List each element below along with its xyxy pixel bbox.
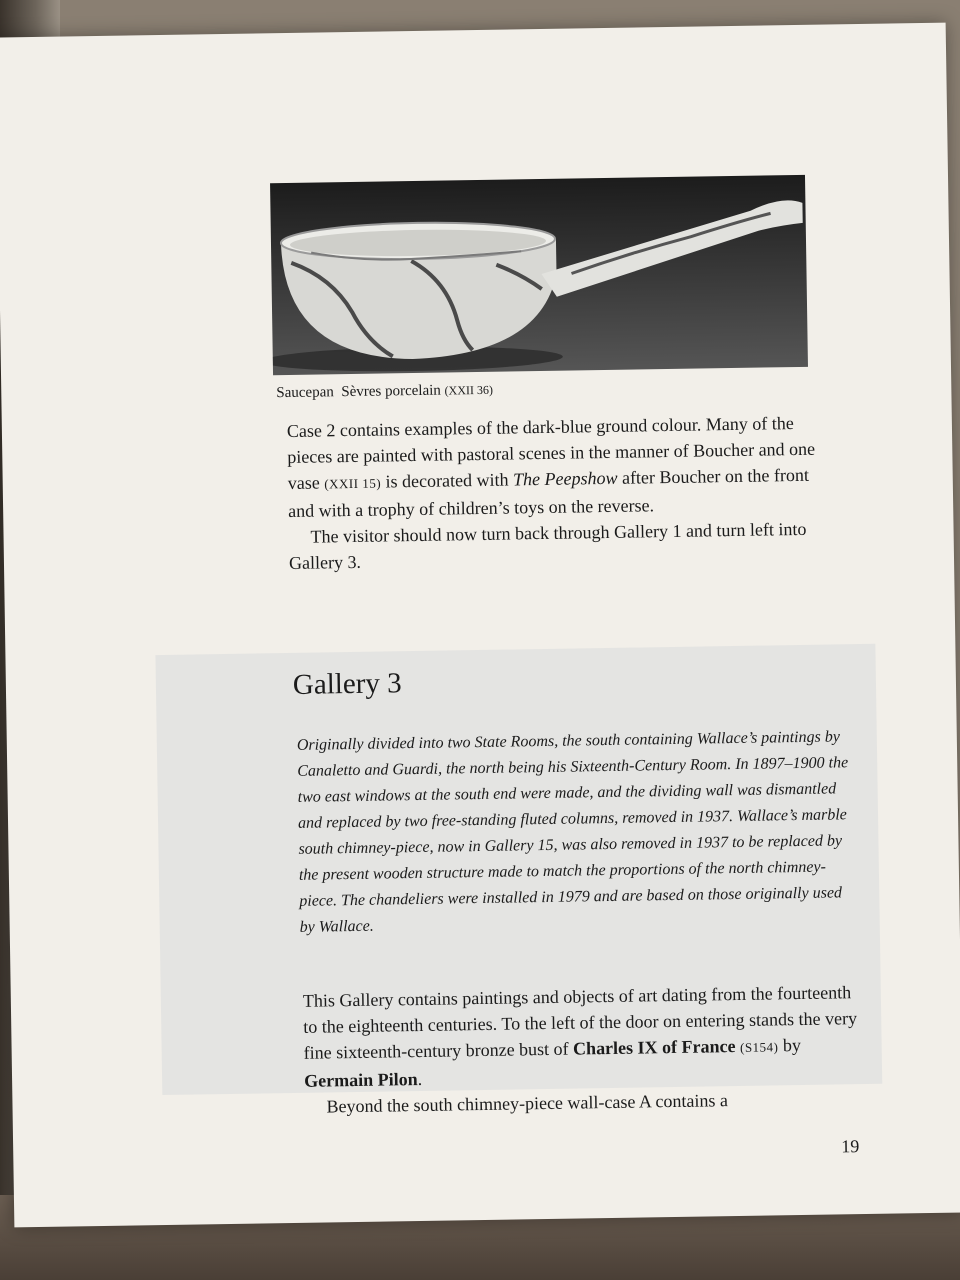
bust-ref: (S154) bbox=[739, 1039, 779, 1055]
figure-caption bbox=[276, 382, 493, 402]
artist-name: Germain Pilon bbox=[303, 1069, 418, 1091]
body-text-b: by bbox=[778, 1035, 802, 1056]
saucepan-photograph bbox=[270, 175, 808, 375]
caption-material: Sèvres porcelain bbox=[341, 382, 441, 401]
gallery-intro: Originally divided into two State Rooms, the south containing Wallace’s paintings by Canaletto and Guardi, the north being his Sixteenth-Century Room. In 1897–1900 the two east windows at the south end were made, and the dividing wall was dismantled and replaced by two free-standing fluted columns, removed in 1937. Wallace’s marble south chimney-piece, now in Gallery 15, was also removed in 1937 to be replaced by the present wooden structure made to match the proportions of the north chimney-piece. The chandeliers were installed in 1979 and are based on those originally used by Wallace. bbox=[296, 728, 849, 936]
case2-text-block bbox=[287, 410, 829, 576]
case2-ref: (XXII 15) bbox=[324, 475, 382, 492]
gallery-body-paragraph bbox=[303, 979, 860, 1094]
page-number: 19 bbox=[841, 1136, 860, 1157]
visitor-paragraph: The visitor should now turn back through Gallery 1 and turn left into Gallery 3. bbox=[288, 518, 807, 573]
body-text-a: This Gallery contains paintings and objects of art dating from the fourteenth to the eighteenth centuries. To the left of the door on entering stands the very fine sixteenth-century bronze bust of bbox=[302, 982, 858, 1063]
case2-text-c: after Boucher on the front and with a trophy of children’s toys on the reverse. bbox=[288, 464, 810, 521]
case2-text-a: Case 2 contains examples of the dark-blue ground colour. Many of the pieces are painted with pastoral scenes in the manner of Boucher and one vase bbox=[286, 413, 816, 494]
case2-text-b: is decorated with bbox=[380, 469, 514, 492]
peepshow-title: The Peepshow bbox=[512, 467, 618, 490]
case2-paragraph bbox=[287, 410, 829, 524]
caption-ref: (XXII 36) bbox=[444, 382, 494, 398]
gallery-heading: Gallery 3 bbox=[292, 667, 402, 701]
caption-object: Saucepan bbox=[276, 384, 334, 402]
body-text-c: . bbox=[417, 1068, 423, 1090]
book-page bbox=[0, 23, 960, 1228]
charles-ix-bust: Charles IX of France bbox=[572, 1036, 736, 1059]
gallery-body-block bbox=[303, 979, 860, 1120]
beyond-paragraph: Beyond the south chimney-piece wall-case A contains a bbox=[326, 1090, 729, 1117]
